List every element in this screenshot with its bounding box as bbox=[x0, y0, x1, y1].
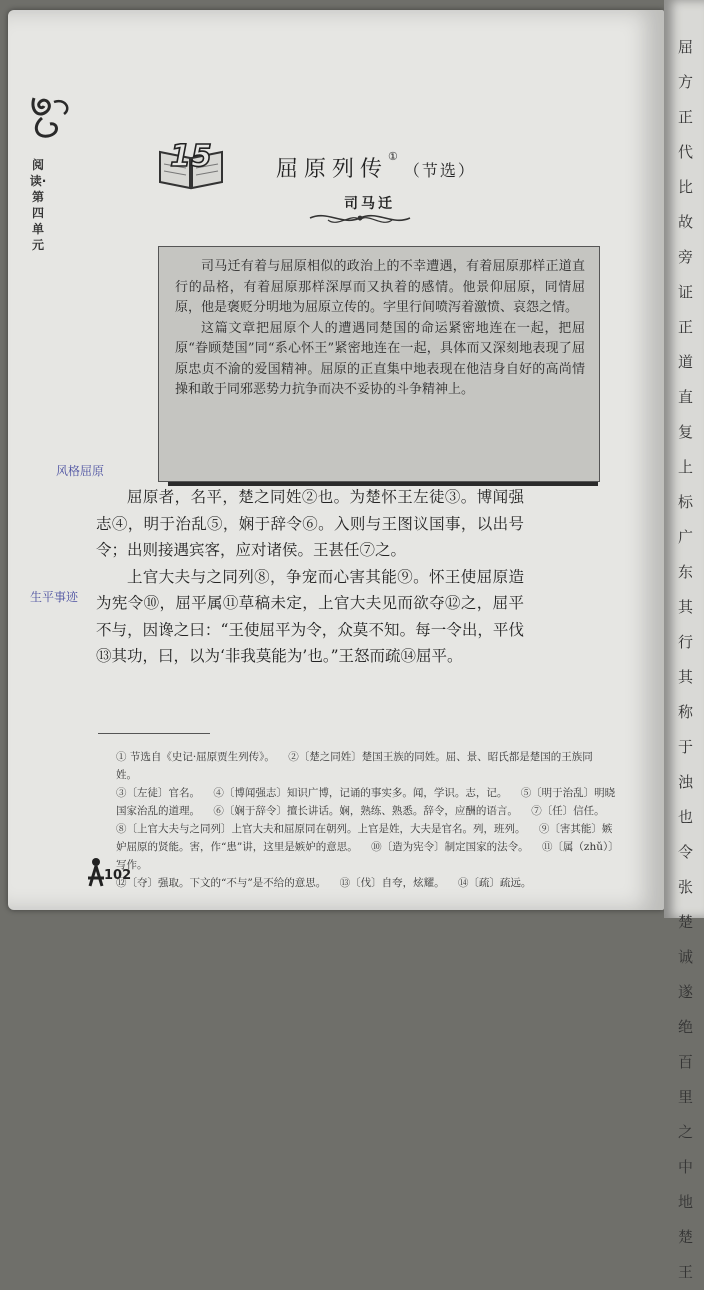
footnote: ⑭〔疏〕疏远。 bbox=[457, 877, 532, 889]
author-name: 司马迁 bbox=[344, 196, 395, 212]
handwritten-note: 生平事迹 bbox=[30, 590, 79, 604]
footnote: ⑨〔害其能〕嫉妒屈原的贤能。害，作“患”讲，这里是嫉妒的意思。 bbox=[116, 823, 613, 853]
footnote-divider bbox=[98, 733, 210, 734]
footnote: ⑤〔明于治乱〕明晓国家治乱的道理。 bbox=[116, 787, 616, 817]
footnote: ⑫〔夺〕强取。下文的“不与”是不给的意思。 bbox=[116, 877, 327, 889]
footnote: ⑩〔造为宪令〕制定国家的法令。 bbox=[371, 841, 529, 853]
textbook-page bbox=[8, 10, 664, 910]
footnotes bbox=[116, 748, 616, 892]
intro-paragraph: 司马迁有着与屈原相似的政治上的不幸遭遇，有着屈原那样正道直行的品格，有着屈原那样深厚而又执着的感情。他景仰屈原，同情屈原，他是褒贬分明地为屈原立传的。字里行间喷泻着激愤、哀怨之情。 bbox=[175, 259, 585, 315]
footnote: ⑦〔任〕信任。 bbox=[531, 805, 605, 817]
intro-box bbox=[158, 246, 600, 482]
main-text bbox=[96, 484, 524, 670]
main-paragraph: 上官大夫与之同列⑧，争宠而心害其能⑨。怀王使屈原造为宪令⑩，屈平属⑪草稿未定，上官大夫见而欲夺⑫之，屈平不与，因谗之曰：“王使屈平为令，众莫不知。每一令出，平伐⑬其功，曰，以为‘非我莫能为’也。”王怒而疏⑭屈平。 bbox=[96, 567, 524, 665]
footnote: ②〔楚之同姓〕楚国王族的同姓。屈、景、昭氏都是楚国的王族同姓。 bbox=[116, 751, 593, 781]
lesson-number: 15 bbox=[170, 139, 212, 174]
intro-paragraph: 这篇文章把屈原个人的遭遇同楚国的命运紧密地连在一起，把屈原“眷顾楚国”同“系心怀王”紧密地连在一起，具体而又深刻地表现了屈原忠贞不渝的爱国精神。屈原的正直集中地表现在他洁身自好的高尚情操和敢于同邪恶势力抗争而决不妥协的斗争精神上。 bbox=[175, 320, 585, 397]
footnote: ① 节选自《史记·屈原贾生列传》。 bbox=[116, 751, 275, 763]
footnote: ⑥〔娴于辞令〕擅长讲话。娴，熟练、熟悉。辞令，应酬的语言。 bbox=[213, 805, 518, 817]
footnote: ④〔博闻强志〕知识广博，记诵的事实多。闻，学识。志，记。 bbox=[213, 787, 508, 799]
main-paragraph: 屈原者，名平，楚之同姓②也。为楚怀王左徒③。博闻强志④，明于治乱⑤，娴于辞令⑥。入则与王图议国事，以出号令；出则接遇宾客，应对诸侯。王甚任⑦之。 bbox=[96, 488, 524, 559]
next-page-text: 屈方正代比故旁证正道直复上标广东其行其称于浊也令张楚诚遂绝百里之中地楚王 bbox=[678, 38, 694, 1281]
page-number: 102 bbox=[104, 868, 132, 883]
next-page-edge bbox=[664, 0, 704, 1281]
footnote: ③〔左徒〕官名。 bbox=[116, 787, 200, 799]
open-book-icon bbox=[156, 138, 226, 190]
unit-label: 阅读·第四单元 bbox=[29, 158, 47, 252]
handwritten-note: 风格屈原 bbox=[56, 464, 105, 478]
footnote: ⑧〔上官大夫与之同列〕上官大夫和屈原同在朝列。上官是姓，大夫是官名。列，班列。 bbox=[116, 823, 526, 835]
footnote: ⑪〔属（zhǔ）〕写作。 bbox=[116, 841, 614, 871]
footnote: ⑬〔伐〕自夸，炫耀。 bbox=[339, 877, 445, 889]
author-flourish-icon bbox=[308, 208, 412, 228]
flourish-ornament-icon bbox=[28, 88, 74, 144]
lesson-title: 屈原列传①（节选） bbox=[276, 150, 476, 182]
